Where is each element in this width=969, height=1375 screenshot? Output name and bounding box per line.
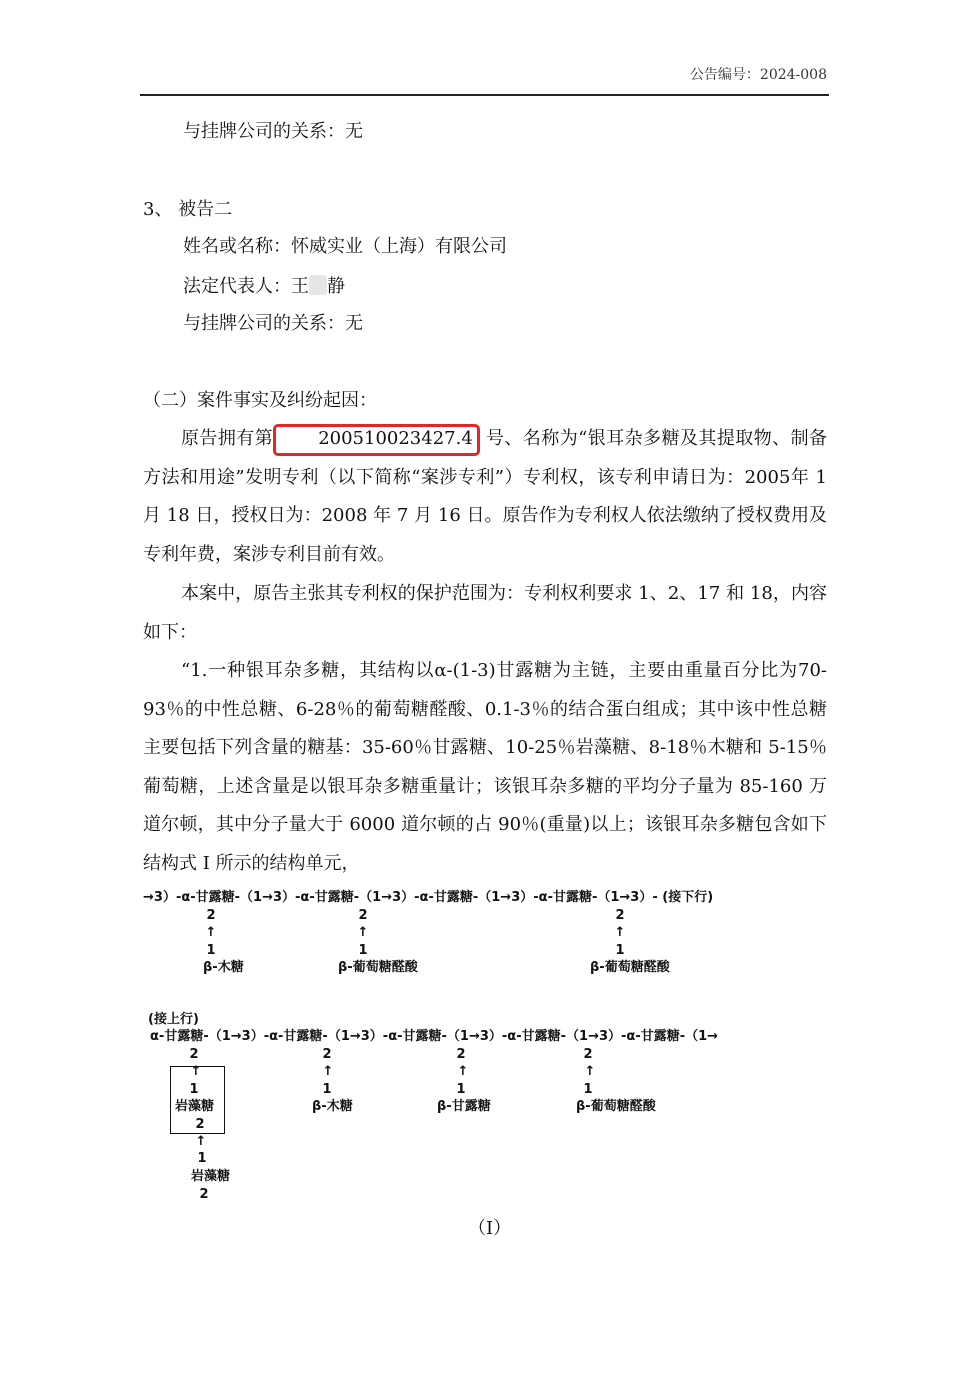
para1-before: 原告拥有第 [181, 428, 274, 449]
section-title: （二）案件事实及纠纷起因： [143, 390, 377, 411]
patent-number-highlight: 200510023427.4 [273, 424, 480, 456]
formula-r1b3-link: 1 [615, 943, 625, 958]
up-arrow-icon: ↑ [457, 1064, 469, 1079]
defendant2-heading: 3、 被告二 [143, 199, 233, 220]
up-arrow-icon: ↑ [195, 1134, 207, 1149]
up-arrow-icon: ↑ [357, 925, 369, 940]
formula-r2b2-pos: 2 [322, 1047, 332, 1062]
up-arrow-icon: ↑ [190, 1064, 202, 1079]
formula-row2-main-chain: α-甘露糖-（1→3）-α-甘露糖-（1→3）-α-甘露糖-（1→3）-α-甘露糖-（1→3）-α-甘露糖-（1→ [150, 1029, 719, 1044]
formula-r2b3-link: 1 [456, 1082, 466, 1097]
formula-r2b1-sugar: 岩藻糖 [175, 1099, 215, 1114]
formula-r1b1-link: 1 [206, 943, 216, 958]
formula-r2b1-link: 1 [189, 1082, 199, 1097]
formula-r1b1-sugar: β-木糖 [203, 960, 244, 975]
formula-r1b3-pos: 2 [615, 908, 625, 923]
formula-r1b1-pos: 2 [206, 908, 216, 923]
formula-r2b1-pos: 2 [189, 1047, 199, 1062]
up-arrow-icon: ↑ [322, 1064, 334, 1079]
formula-r2b1-subpos: 2 [195, 1117, 205, 1132]
formula-r2b1-subsugar: 岩藻糖 [191, 1169, 231, 1184]
defendant2-name: 姓名或名称：怀威实业（上海）有限公司 [183, 236, 507, 257]
formula-r2b4-sugar: β-葡萄糖醛酸 [576, 1099, 656, 1114]
formula-r2b1-subend: 2 [199, 1187, 209, 1202]
formula-r1b2-sugar: β-葡萄糖醛酸 [338, 960, 418, 975]
paragraph-scope: 本案中，原告主张其专利权的保护范围为：专利权利要求 1、2、17 和 18，内容如下： [143, 583, 827, 643]
formula-row2-label: (接上行) [148, 1012, 199, 1027]
formula-r2b4-link: 1 [583, 1082, 593, 1097]
rep-prefix: 法定代表人：王 [183, 276, 309, 297]
formula-r2b2-sugar: β-木糖 [312, 1099, 353, 1114]
formula-r1b3-sugar: β-葡萄糖醛酸 [590, 960, 670, 975]
formula-r2b3-sugar: β-甘露糖 [437, 1099, 491, 1114]
header-rule [140, 94, 829, 96]
up-arrow-icon: ↑ [205, 925, 217, 940]
notice-number: 公告编号：2024-008 [689, 67, 827, 83]
formula-r1b2-link: 1 [358, 943, 368, 958]
up-arrow-icon: ↑ [614, 925, 626, 940]
defendant2-relation: 与挂牌公司的关系：无 [183, 313, 363, 334]
formula-r2b4-pos: 2 [583, 1047, 593, 1062]
redaction-mark [309, 275, 327, 295]
formula-r2b1-sublink: 1 [197, 1151, 207, 1166]
defendant2-representative [183, 275, 345, 298]
defendant1-relation: 与挂牌公司的关系：无 [183, 121, 363, 142]
para1-after: 号、名称为“银耳杂多糖及其提取物、制备方法和用途”发明专利（以下简称“案涉专利”）专利权，该专利申请日为：2005年 1 月 18 日，授权日为：2008 年 7 月 16 日。原告作为专利权人依法缴纳了授权费用及专利年费，案涉专利目前有效。 [143, 428, 828, 565]
rep-suffix: 静 [327, 276, 345, 297]
formula-row1-main-chain: →3）-α-甘露糖-（1→3）-α-甘露糖-（1→3）-α-甘露糖-（1→3）-α-甘露糖-（1→3）- (接下行) [143, 890, 714, 905]
up-arrow-icon: ↑ [584, 1064, 596, 1079]
formula-label: （Ⅰ） [468, 1218, 512, 1239]
formula-r1b2-pos: 2 [358, 908, 368, 923]
formula-r2b2-link: 1 [322, 1082, 332, 1097]
formula-r2b3-pos: 2 [456, 1047, 466, 1062]
paragraph-patent-ownership [143, 420, 827, 574]
paragraph-claim-1: “1.一种银耳杂多糖，其结构以α-(1-3)甘露糖为主链，主要由重量百分比为70-93％的中性总糖、6-28％的葡萄糖醛酸、0.1-3％的结合蛋白组成；其中该中性总糖主要包括下列含量的糖基：35-60％甘露糖、10-25％岩藻糖、8-18％木糖和 5-15％葡萄糖，上述含量是以银耳杂多糖重量计；该银耳杂多糖的平均分子量为 85-160 万道尔顿，其中分子量大于 6000 道尔顿的占 90％(重量)以上；该银耳杂多糖包含如下结构式 I 所示的结构单元， [143, 660, 827, 874]
